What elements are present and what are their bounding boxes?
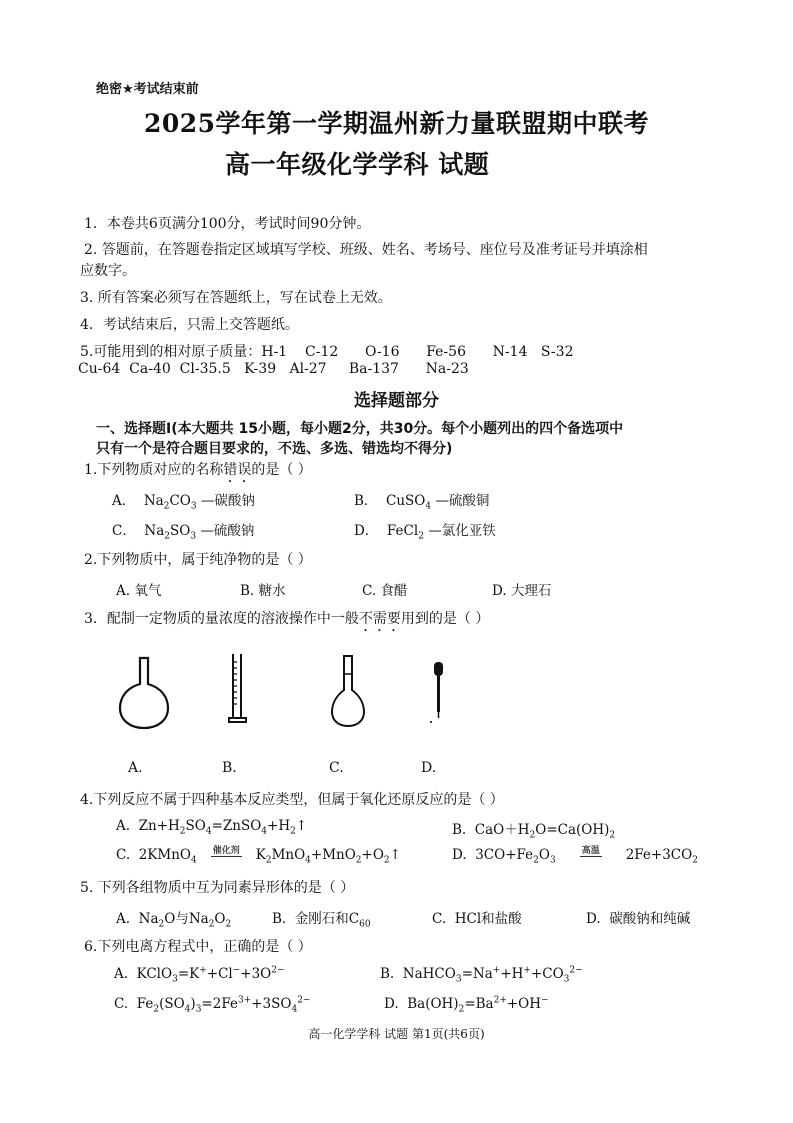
- q4-option-b: B. $CaO+H_2O=Ca(OH)_2$: [452, 822, 616, 841]
- q1-stem: 1.下列物质对应的名称错误的是（ ）: [84, 462, 312, 478]
- round-bottom-flask-icon: [116, 656, 172, 730]
- q2-option-d: D. 大理石: [492, 583, 552, 599]
- high-temp-condition: 高温: [580, 843, 602, 857]
- q6-option-d: D. $Ba(OH)_2=Ba^{2+}+OH^-$: [384, 995, 549, 1015]
- note-2-cont: 应数字。: [80, 263, 136, 279]
- exam-subtitle: 高一年级化学学科 试题: [225, 150, 490, 179]
- note-1: 1．本卷共6页满分100分，考试时间90分钟。: [84, 216, 371, 232]
- note-2: 2. 答题前，在答题卷指定区域填写学校、班级、姓名、考场号、座位号及准考证号并填涂相: [84, 242, 648, 258]
- page-footer: 高一化学学科 试题 第1页(共6页): [308, 1027, 485, 1041]
- volumetric-flask-icon: [328, 654, 368, 728]
- q4-option-a: A. $Zn+H_2SO_4=ZnSO_4+H_2↑$: [116, 818, 308, 837]
- q4-stem: 4.下列反应不属于四种基本反应类型，但属于氧化还原反应的是（ ）: [80, 792, 504, 808]
- note-4: 4．考试结束后，只需上交答题纸。: [80, 317, 299, 333]
- q5-stem: 5. 下列各组物质中互为同素异形体的是（ ）: [80, 880, 355, 896]
- q3-option-d: D.: [421, 760, 437, 776]
- q4-option-d: D. $3CO+Fe_2O_3$高温 $2Fe+3CO_2$: [452, 847, 698, 863]
- q6-stem: 6.下列电离方程式中，正确的是（ ）: [84, 939, 312, 955]
- dropper-icon: [428, 660, 448, 726]
- note-5-cont: Cu-64 Ca-40 Cl-35.5 K-39 Al-27 Ba-137 Na-23: [78, 361, 469, 377]
- q2-stem: 2.下列物质中，属于纯净物的是（ ）: [84, 552, 312, 568]
- q2-option-a: A. 氧气: [116, 583, 162, 599]
- q6-option-a: A. $KClO_3=K^++Cl^-+3O^{2-}$: [114, 965, 285, 985]
- q6-option-b: B. $NaHCO_3=Na^++H^++CO_3^{2-}$: [380, 965, 583, 985]
- q2-option-c: C. 食醋: [362, 583, 408, 599]
- note-3: 3. 所有答案必须写在答题纸上，写在试卷上无效。: [80, 290, 392, 306]
- note-5: 5.可能用到的相对原子质量：H-1 C-12 O-16 Fe-56 N-14 S-32: [80, 344, 574, 360]
- instruction-line-1: 一、选择题Ⅰ(本大题共 15小题，每小题2分，共30分。每个小题列出的四个备选项中: [96, 421, 624, 437]
- q5-option-b: B. 金刚石和$C_{60}$: [272, 911, 371, 930]
- exam-title: 2025学年第一学期温州新力量联盟期中联考: [143, 109, 650, 138]
- q3-option-b: B.: [222, 760, 237, 776]
- q5-option-d: D. 碳酸钠和纯碱: [586, 911, 691, 927]
- q3-option-c: C.: [329, 760, 344, 776]
- q2-option-b: B. 糖水: [240, 583, 286, 599]
- catalyst-condition: 催化剂: [211, 843, 242, 857]
- q5-option-c: C. HCl和盐酸: [432, 911, 522, 927]
- q4-option-c: C. 2KMnO$_4$催化剂 $K_2MnO_4+MnO_2+O_2↑$: [116, 847, 401, 863]
- q6-option-c: C. $Fe_2(SO_4)_3=2Fe^{3+}+3SO_4^{2-}$: [114, 995, 311, 1015]
- graduated-cylinder-icon: [226, 652, 248, 724]
- q1-option-c: C． $Na_2SO_3$ —硫酸钠: [112, 523, 255, 542]
- confidential-mark: 绝密★考试结束前: [96, 82, 199, 97]
- section-title: 选择题部分: [354, 391, 439, 411]
- q3-option-a: A.: [128, 760, 143, 776]
- q3-stem: 3．配制一定物质的量浓度的溶液操作中一般不需要用到的是（ ）: [84, 611, 490, 627]
- q1-option-a: A． $Na_2CO_3$ —碳酸钠: [112, 493, 255, 512]
- q5-option-a: A. $Na_2O$与$Na_2O_2$: [116, 911, 232, 930]
- instruction-line-2: 只有一个是符合题目要求的，不选、多选、错选均不得分): [96, 441, 453, 457]
- q1-option-d: D． FeCl$_2$ —氯化亚铁: [354, 523, 496, 542]
- q1-option-b: B． CuSO$_4$ —硫酸铜: [354, 493, 490, 512]
